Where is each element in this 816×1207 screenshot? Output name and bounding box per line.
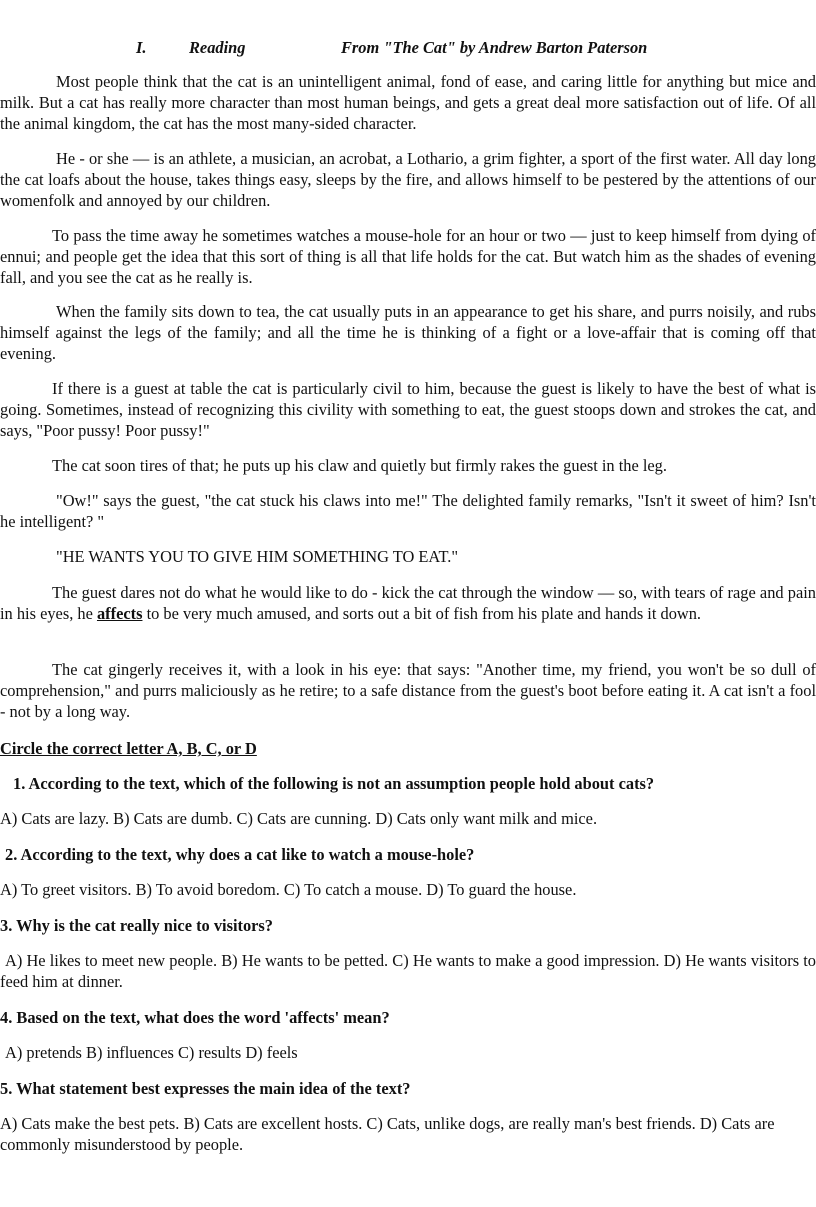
passage-paragraph-6: The cat soon tires of that; he puts up his claw and quietly but firmly rakes the guest in the leg. [52,456,667,475]
question-1: 1. According to the text, which of the following is not an assumption people hold about cats? [13,774,655,793]
answer-options-2: A) To greet visitors. B) To avoid boredom. C) To catch a mouse. D) To guard the house. [0,880,577,899]
passage-paragraph-3: To pass the time away he sometimes watches a mouse-hole for an hour or two — just to keep himself from dying of ennui; and people get the idea that this sort of thing is all that life holds for the cat. But watch him as the shades of evening fall, and you see the cat as he really is. [0,226,816,287]
passage-paragraph-1: Most people think that the cat is an unintelligent animal, fond of ease, and caring little for anything but mice and milk. But a cat has really more character than most human beings, and gets a great deal more satisfaction out of life. Of all the animal kingdom, the cat has the most many-sided character. [0,72,816,133]
question-2: 2. According to the text, why does a cat like to watch a mouse-hole? [5,845,475,864]
section-name: Reading [189,38,246,57]
answer-options-5: A) Cats make the best pets. B) Cats are excellent hosts. C) Cats, unlike dogs, are really man's best friends. D) Cats are commonly misunderstood by people. [0,1114,775,1154]
answer-options-1: A) Cats are lazy. B) Cats are dumb. C) Cats are cunning. D) Cats only want milk and mice. [0,809,598,828]
passage-paragraph-10: The cat gingerly receives it, with a look in his eye: that says: "Another time, my friend, you won't be so dull of comprehension," and purrs maliciously as he retire; to a safe distance from the guest's boot before eating it. A cat isn't a fool - not by a long way. [0,660,816,721]
instructions-heading: Circle the correct letter A, B, C, or D [0,739,257,758]
answer-options-3: A) He likes to meet new people. B) He wants to be petted. C) He wants to make a good impression. D) He wants visitors to feed him at dinner. [0,951,816,991]
passage-paragraph-7: "Ow!" says the guest, "the cat stuck his claws into me!" The delighted family remarks, "Isn't it sweet of him? Isn't he intelligent? " [0,491,816,531]
section-number: I. [136,38,147,57]
paragraph-9-text-start: The guest dares not do what he would like to do - kick the cat through the window — so, with tears of rage and pain in his eyes, he [0,583,816,623]
question-4: 4. Based on the text, what does the word 'affects' mean? [0,1008,390,1027]
question-5: 5. What statement best expresses the main idea of the text? [0,1079,411,1098]
passage-source-title: From "The Cat" by Andrew Barton Paterson [341,38,648,57]
question-3: 3. Why is the cat really nice to visitors? [0,916,273,935]
passage-paragraph-5: If there is a guest at table the cat is particularly civil to him, because the guest is likely to have the best of what is going. Sometimes, instead of recognizing this civility with something to eat, the guest stoops down and strokes the cat, and says, "Poor pussy! Poor pussy!" [0,379,816,440]
paragraph-9-text-end: to be very much amused, and sorts out a bit of fish from his plate and hands it down. [142,604,702,623]
passage-paragraph-9 [0,582,816,624]
vocab-word-affects: affects [96,604,143,623]
passage-paragraph-8: "HE WANTS YOU TO GIVE HIM SOMETHING TO EAT." [56,547,459,566]
passage-paragraph-2: He - or she — is an athlete, a musician, an acrobat, a Lothario, a grim fighter, a sport of the first water. All day long the cat loafs about the house, takes things easy, sleeps by the fire, and allows himself to be pestered by the attentions of our womenfolk and annoyed by our children. [0,149,816,210]
answer-options-4: A) pretends B) influences C) results D) feels [5,1043,298,1062]
passage-paragraph-4: When the family sits down to tea, the cat usually puts in an appearance to get his share, and purrs noisily, and rubs himself against the legs of the family; and all the time he is thinking of a fight or a love-affair that is coming off that evening. [0,302,816,363]
